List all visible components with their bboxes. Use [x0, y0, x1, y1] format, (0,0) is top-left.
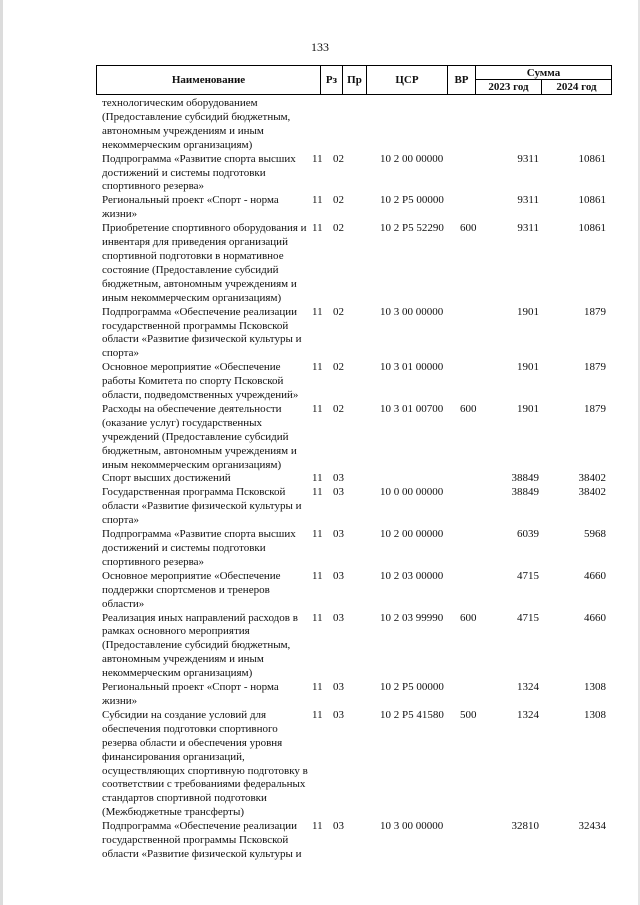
row-sum-2023: 32810 — [511, 820, 539, 833]
row-vr: 500 — [460, 708, 477, 721]
row-rz: 11 — [312, 222, 323, 235]
header-name: Наименование — [97, 66, 321, 95]
row-sum-2023: 1901 — [517, 305, 539, 318]
row-pr: 03 — [333, 611, 344, 624]
row-csr: 10 3 01 00000 — [380, 361, 444, 374]
row-sum-2023: 4715 — [517, 569, 539, 582]
row-csr: 10 2 03 00000 — [380, 569, 444, 582]
row-name: Подпрограмма «Обеспечение реализации государственной программы Псковской области «Развитие физической культуры и — [102, 820, 302, 860]
row-rz: 11 — [312, 361, 323, 374]
row-rz: 11 — [312, 528, 323, 541]
row-sum-2023: 9311 — [517, 194, 539, 207]
table-row — [102, 472, 614, 486]
row-sum-2023: 1324 — [517, 708, 539, 721]
table-row — [102, 194, 614, 222]
row-name: Спорт высших достижений — [102, 472, 231, 485]
row-name: Расходы на обеспечение деятельности (оказание услуг) государственных учреждений (Предоставление субсидий бюджетным, автономным учреждениям и иным некоммерческим организациям) — [102, 402, 297, 471]
row-rz: 11 — [312, 152, 323, 165]
row-pr: 03 — [333, 528, 344, 541]
table-row — [102, 486, 614, 528]
page-number: 133 — [311, 40, 329, 54]
row-csr: 10 3 00 00000 — [380, 820, 444, 833]
row-sum-2024: 1879 — [584, 402, 606, 415]
header-rz: Рз — [321, 66, 343, 95]
row-name: Региональный проект «Спорт - норма жизни» — [102, 194, 279, 221]
row-pr: 02 — [333, 305, 344, 318]
row-sum-2024: 4660 — [584, 569, 606, 582]
row-pr: 02 — [333, 194, 344, 207]
row-rz: 11 — [312, 820, 323, 833]
row-rz: 11 — [312, 569, 323, 582]
row-sum-2024: 1308 — [584, 681, 606, 694]
row-sum-2024: 4660 — [584, 611, 606, 624]
row-csr: 10 2 00 00000 — [380, 152, 444, 165]
row-sum-2023: 4715 — [517, 611, 539, 624]
row-name: Подпрограмма «Развитие спорта высших достижений и системы подготовки спортивного резерва» — [102, 152, 296, 193]
table-row — [102, 97, 614, 153]
row-name: Государственная программа Псковской области «Развитие физической культуры и спорта» — [102, 486, 302, 527]
row-sum-2024: 10861 — [578, 194, 606, 207]
row-sum-2024: 10861 — [578, 222, 606, 235]
row-pr: 02 — [333, 152, 344, 165]
row-sum-2023: 1901 — [517, 361, 539, 374]
row-csr: 10 2 00 00000 — [380, 528, 444, 541]
row-name: Субсидии на создание условий для обеспечения подготовки спортивного резерва области и обеспечения уровня финансирования организаций, осуществляющих спортивную подготовку в соответствии с требованиями федеральных стандартов спортивной подготовки (Межбюджетные трансферты) — [102, 708, 308, 819]
header-csr: ЦСР — [367, 66, 448, 95]
row-rz: 11 — [312, 194, 323, 207]
row-csr: 10 2 P5 41580 — [380, 708, 444, 721]
table-row — [102, 306, 614, 362]
row-sum-2023: 9311 — [517, 152, 539, 165]
row-vr: 600 — [460, 611, 477, 624]
table-row — [102, 681, 614, 709]
row-name: Реализация иных направлений расходов в рамках основного мероприятия (Предоставление субсидий бюджетным, автономным учреждениям и иным некоммерческим организациям) — [102, 611, 298, 680]
row-rz: 11 — [312, 486, 323, 499]
table-row — [102, 403, 614, 473]
header-pr: Пр — [343, 66, 367, 95]
header-sum: Сумма — [476, 66, 612, 80]
table-row — [102, 528, 614, 570]
row-pr: 02 — [333, 402, 344, 415]
row-name: Основное мероприятие «Обеспечение поддержки спортсменов и тренеров области» — [102, 569, 281, 610]
row-csr: 10 0 00 00000 — [380, 486, 444, 499]
table-row — [102, 612, 614, 682]
row-sum-2023: 1324 — [517, 681, 539, 694]
row-csr: 10 2 P5 52290 — [380, 222, 444, 235]
row-name: Основное мероприятие «Обеспечение работы Комитета по спорту Псковской области, подведомственных учреждений» — [102, 361, 299, 402]
row-rz: 11 — [312, 708, 323, 721]
row-rz: 11 — [312, 611, 323, 624]
row-pr: 03 — [333, 708, 344, 721]
row-sum-2024: 38402 — [578, 486, 606, 499]
row-rz: 11 — [312, 472, 323, 485]
row-csr: 10 2 03 99990 — [380, 611, 444, 624]
header-year-2024: 2024 год — [542, 80, 612, 95]
row-sum-2024: 1879 — [584, 305, 606, 318]
row-name: Подпрограмма «Развитие спорта высших достижений и системы подготовки спортивного резерва» — [102, 528, 296, 568]
table-row — [102, 820, 614, 862]
table-row — [102, 153, 614, 195]
row-pr: 03 — [333, 486, 344, 499]
scan-edge-left — [0, 0, 3, 905]
row-name: Региональный проект «Спорт - норма жизни» — [102, 681, 279, 707]
row-sum-2023: 6039 — [517, 528, 539, 541]
table-row — [102, 222, 614, 305]
row-vr: 600 — [460, 402, 477, 415]
row-csr: 10 3 01 00700 — [380, 402, 444, 415]
table-row — [102, 709, 614, 820]
row-sum-2024: 1879 — [584, 361, 606, 374]
row-name: технологическим оборудованием (Предоставление субсидий бюджетным, автономным учреждениям и иным некоммерческим организациям) — [102, 97, 291, 151]
row-pr: 03 — [333, 472, 344, 485]
row-rz: 11 — [312, 402, 323, 415]
header-year-2023: 2023 год — [476, 80, 542, 95]
row-sum-2024: 5968 — [584, 528, 606, 541]
row-pr: 02 — [333, 361, 344, 374]
row-pr: 03 — [333, 569, 344, 582]
row-vr: 600 — [460, 222, 477, 235]
row-csr: 10 2 P5 00000 — [380, 681, 444, 694]
table-header — [96, 65, 612, 95]
row-sum-2023: 38849 — [511, 472, 539, 485]
row-csr: 10 3 00 00000 — [380, 305, 444, 318]
table-row — [102, 570, 614, 612]
row-name: Приобретение спортивного оборудования и инвентаря для приведения организаций спортивной подготовки в нормативное состояние (Предоставление субсидий бюджетным, автономным учреждениям и иным некоммерческим организациям) — [102, 222, 307, 304]
row-sum-2023: 38849 — [511, 486, 539, 499]
row-sum-2024: 1308 — [584, 708, 606, 721]
row-rz: 11 — [312, 681, 323, 694]
table-row — [102, 361, 614, 403]
header-vr: ВР — [448, 66, 476, 95]
table-body — [102, 97, 614, 862]
row-sum-2024: 10861 — [578, 152, 606, 165]
row-csr: 10 2 P5 00000 — [380, 194, 444, 207]
row-pr: 03 — [333, 820, 344, 833]
row-sum-2023: 1901 — [517, 402, 539, 415]
row-pr: 03 — [333, 681, 344, 694]
row-sum-2024: 38402 — [578, 472, 606, 485]
row-name: Подпрограмма «Обеспечение реализации государственной программы Псковской области «Развитие физической культуры и спорта» — [102, 305, 302, 360]
row-sum-2024: 32434 — [578, 820, 606, 833]
row-sum-2023: 9311 — [517, 222, 539, 235]
row-rz: 11 — [312, 305, 323, 318]
row-pr: 02 — [333, 222, 344, 235]
